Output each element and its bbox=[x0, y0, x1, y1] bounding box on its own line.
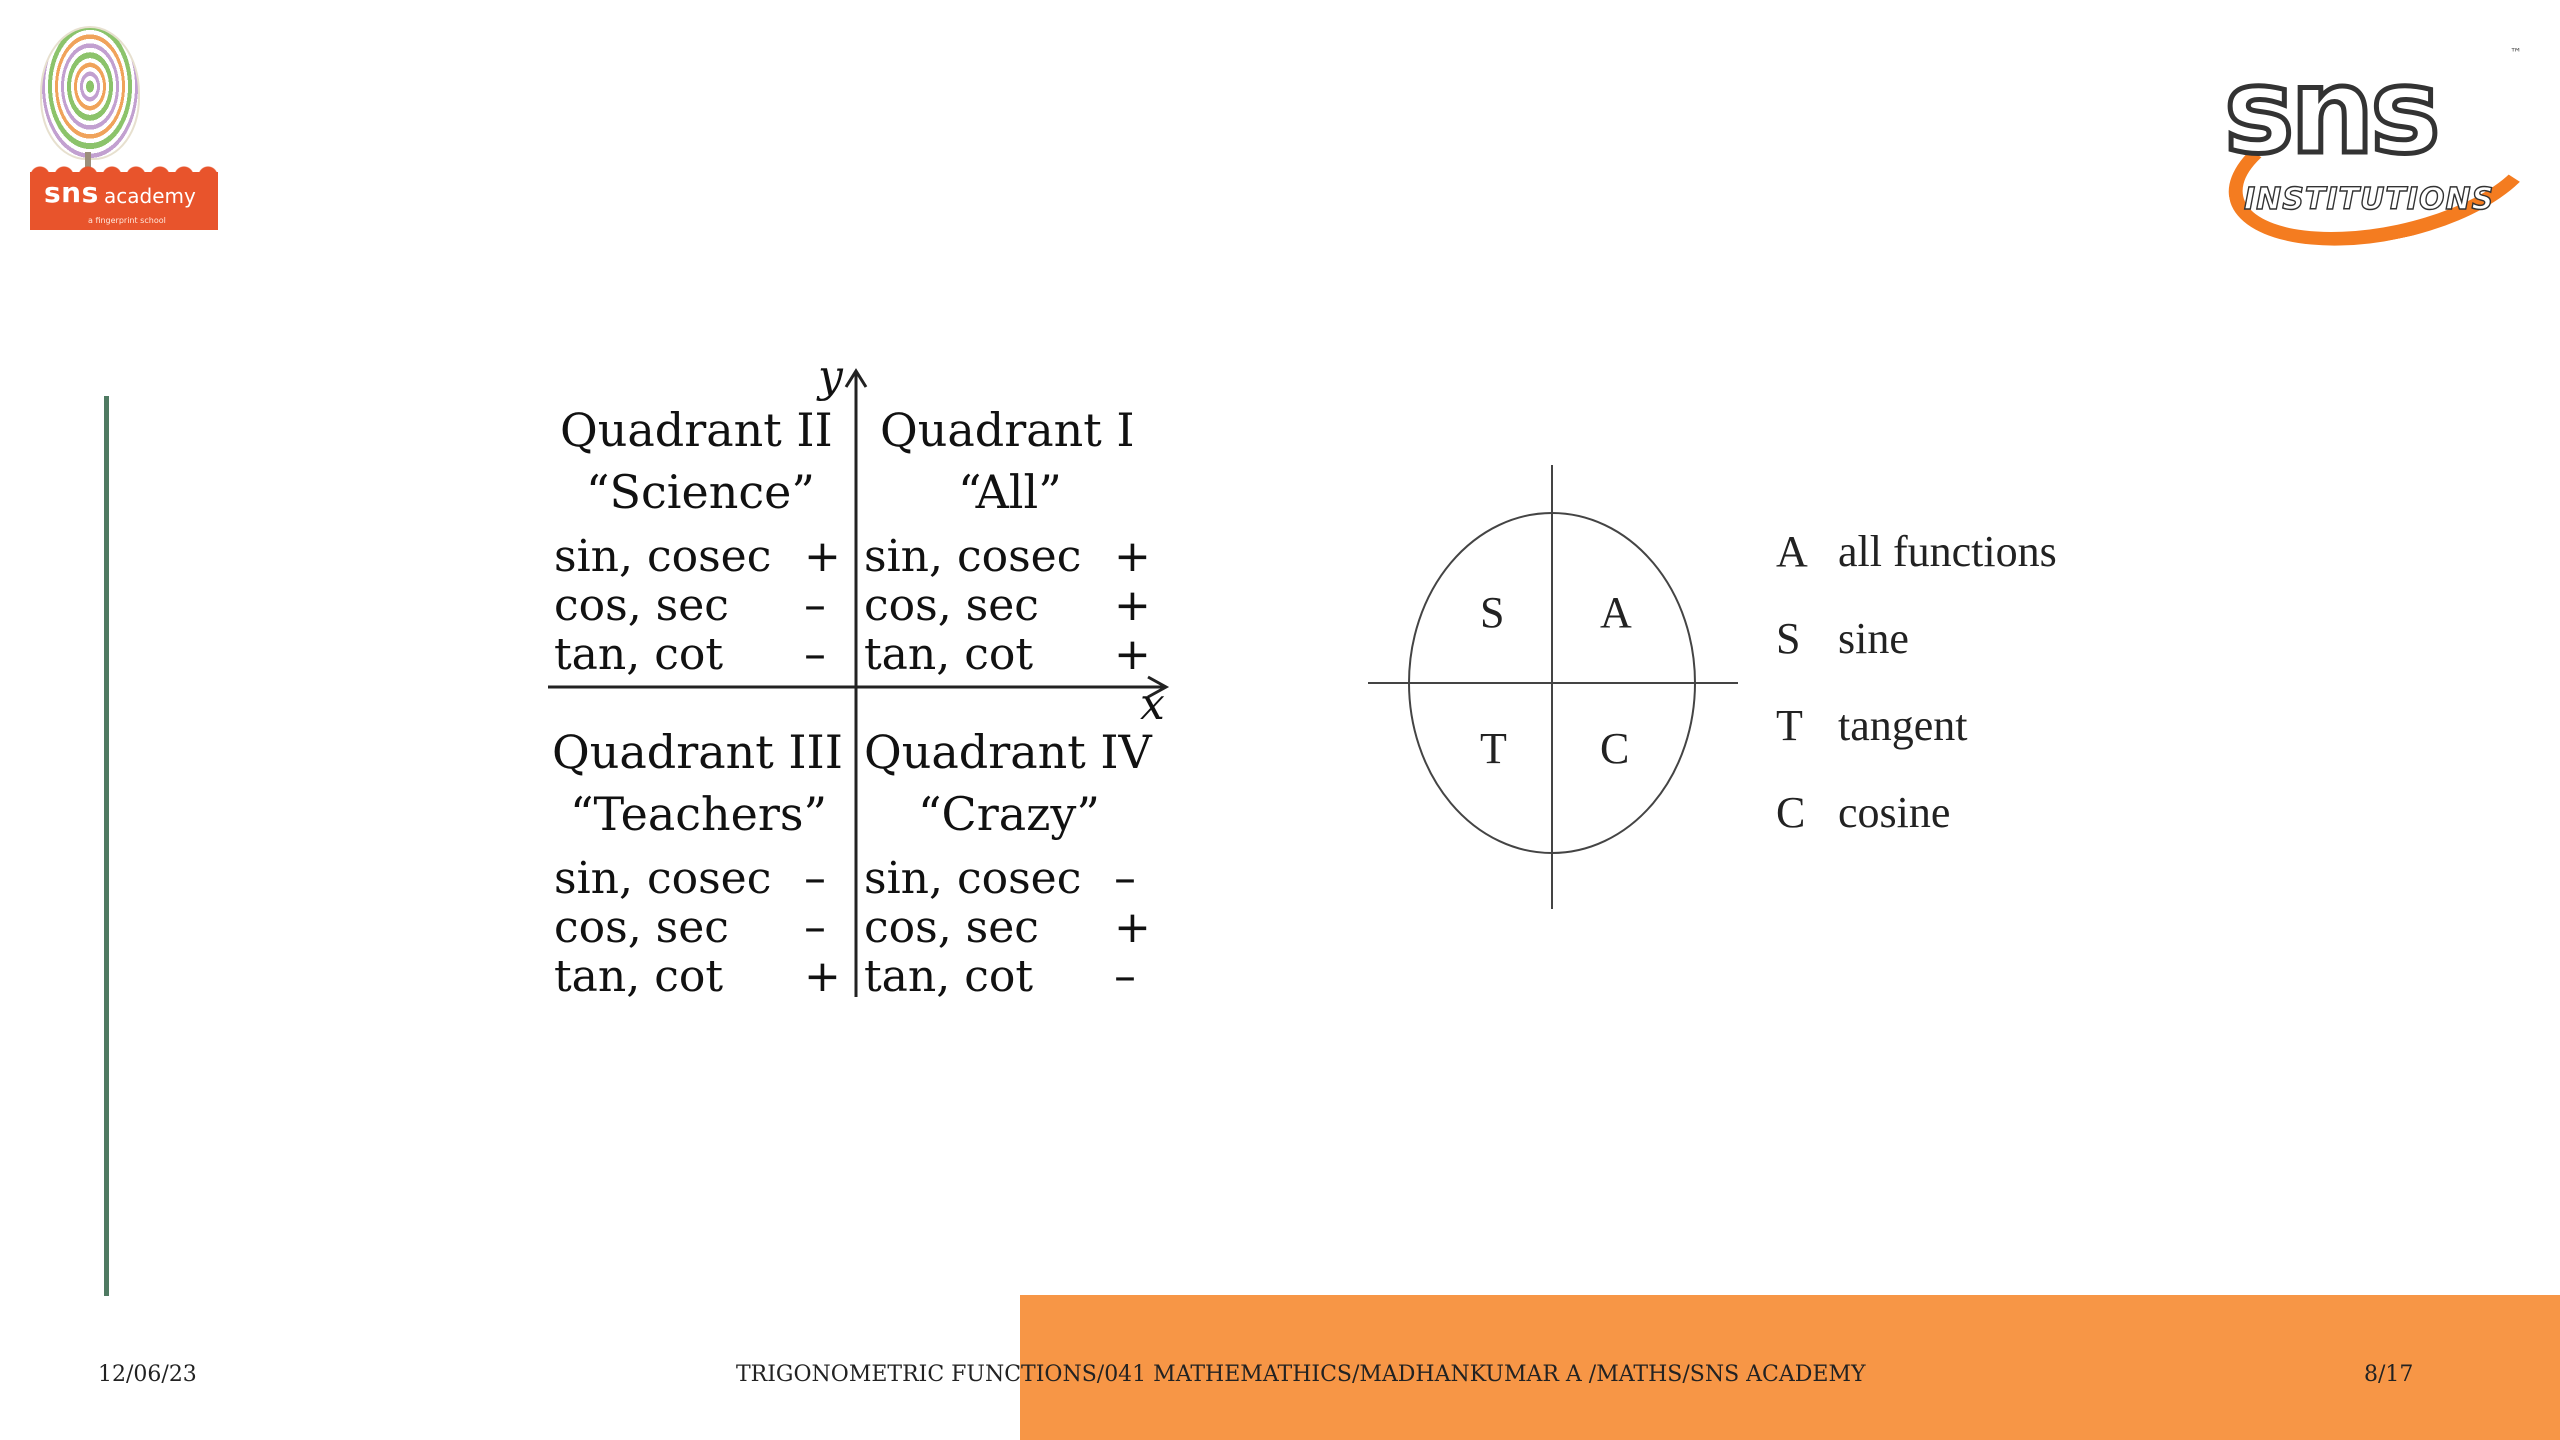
q2-row-sign: – bbox=[804, 629, 826, 680]
left-accent-line bbox=[104, 396, 109, 1296]
legend-text: tangent bbox=[1838, 701, 1968, 750]
legend-row bbox=[1776, 787, 1950, 838]
legend-key: S bbox=[1776, 614, 1801, 663]
quadrant-4-title: Quadrant IV bbox=[864, 725, 1152, 779]
q2-row-sign: + bbox=[804, 531, 841, 582]
q1-row-label: sin, cosec bbox=[864, 531, 1082, 582]
q2-row-label: sin, cosec bbox=[554, 531, 772, 582]
y-axis-label: y bbox=[818, 351, 843, 402]
q1-row-sign: + bbox=[1114, 580, 1151, 631]
q3-row-sign: – bbox=[804, 853, 826, 904]
q4-row-sign: – bbox=[1114, 853, 1136, 904]
q4-row-label: tan, cot bbox=[864, 951, 1034, 1002]
q1-row-label: tan, cot bbox=[864, 629, 1034, 680]
astc-letter-a: A bbox=[1600, 588, 1632, 637]
q3-row-label: tan, cot bbox=[554, 951, 724, 1002]
sns-institutions-logo bbox=[2210, 44, 2522, 234]
q3-row-label: sin, cosec bbox=[554, 853, 772, 904]
astc-letter-t: T bbox=[1480, 724, 1507, 773]
trademark-mark: ™ bbox=[2510, 46, 2522, 60]
astc-circle-diagram bbox=[1360, 465, 1760, 915]
legend-text: sine bbox=[1838, 614, 1909, 663]
legend-key: T bbox=[1776, 701, 1803, 750]
q2-row-label: cos, sec bbox=[554, 580, 729, 631]
q2-row-sign: – bbox=[804, 580, 826, 631]
footer-date: 12/06/23 bbox=[98, 1362, 197, 1387]
logo-brand: sns bbox=[44, 176, 99, 209]
quadrant-3-title: Quadrant III bbox=[552, 725, 843, 779]
footer-title: TRIGONOMETRIC FUNCTIONS/041 MATHEMATHICS/MADHANKUMAR A /MATHS/SNS ACADEMY bbox=[736, 1362, 1866, 1387]
legend-key: C bbox=[1776, 788, 1806, 837]
legend-key: A bbox=[1776, 527, 1808, 576]
quadrant-4-nickname: “Crazy” bbox=[918, 787, 1100, 841]
logo-tagline: a fingerprint school bbox=[88, 216, 166, 225]
q2-row-label: tan, cot bbox=[554, 629, 724, 680]
q1-row-sign: + bbox=[1114, 629, 1151, 680]
logo-name: academy bbox=[104, 184, 196, 208]
x-axis-label: x bbox=[1140, 679, 1165, 730]
logo-brand-large: sns bbox=[2224, 42, 2437, 180]
q1-row-label: cos, sec bbox=[864, 580, 1039, 631]
quadrant-1-nickname: “All” bbox=[958, 465, 1062, 519]
astc-letter-c: C bbox=[1600, 724, 1630, 773]
q4-row-sign: – bbox=[1114, 951, 1136, 1002]
quadrant-2-title: Quadrant II bbox=[560, 403, 833, 457]
astc-letter-s: S bbox=[1480, 588, 1505, 637]
quadrant-2-nickname: “Science” bbox=[586, 465, 815, 519]
quadrant-sign-diagram bbox=[548, 351, 1178, 1005]
sns-academy-logo bbox=[30, 26, 220, 228]
q3-row-sign: – bbox=[804, 902, 826, 953]
q4-row-label: sin, cosec bbox=[864, 853, 1082, 904]
quadrant-1-title: Quadrant I bbox=[880, 403, 1135, 457]
footer-page-number: 8/17 bbox=[2364, 1362, 2414, 1387]
q3-row-label: cos, sec bbox=[554, 902, 729, 953]
q1-row-sign: + bbox=[1114, 531, 1151, 582]
quadrant-3-nickname: “Teachers” bbox=[570, 787, 827, 841]
astc-circle-shape bbox=[1360, 465, 1760, 915]
fingerprint-tree-icon bbox=[40, 26, 140, 160]
q4-row-label: cos, sec bbox=[864, 902, 1039, 953]
legend-row bbox=[1776, 700, 1968, 751]
legend-text: all functions bbox=[1838, 527, 2057, 576]
legend-row bbox=[1776, 526, 2057, 577]
logo-institutions: INSTITUTIONS bbox=[2244, 182, 2495, 217]
q3-row-sign: + bbox=[804, 951, 841, 1002]
legend-text: cosine bbox=[1838, 788, 1951, 837]
q4-row-sign: + bbox=[1114, 902, 1151, 953]
legend-row bbox=[1776, 613, 1909, 664]
